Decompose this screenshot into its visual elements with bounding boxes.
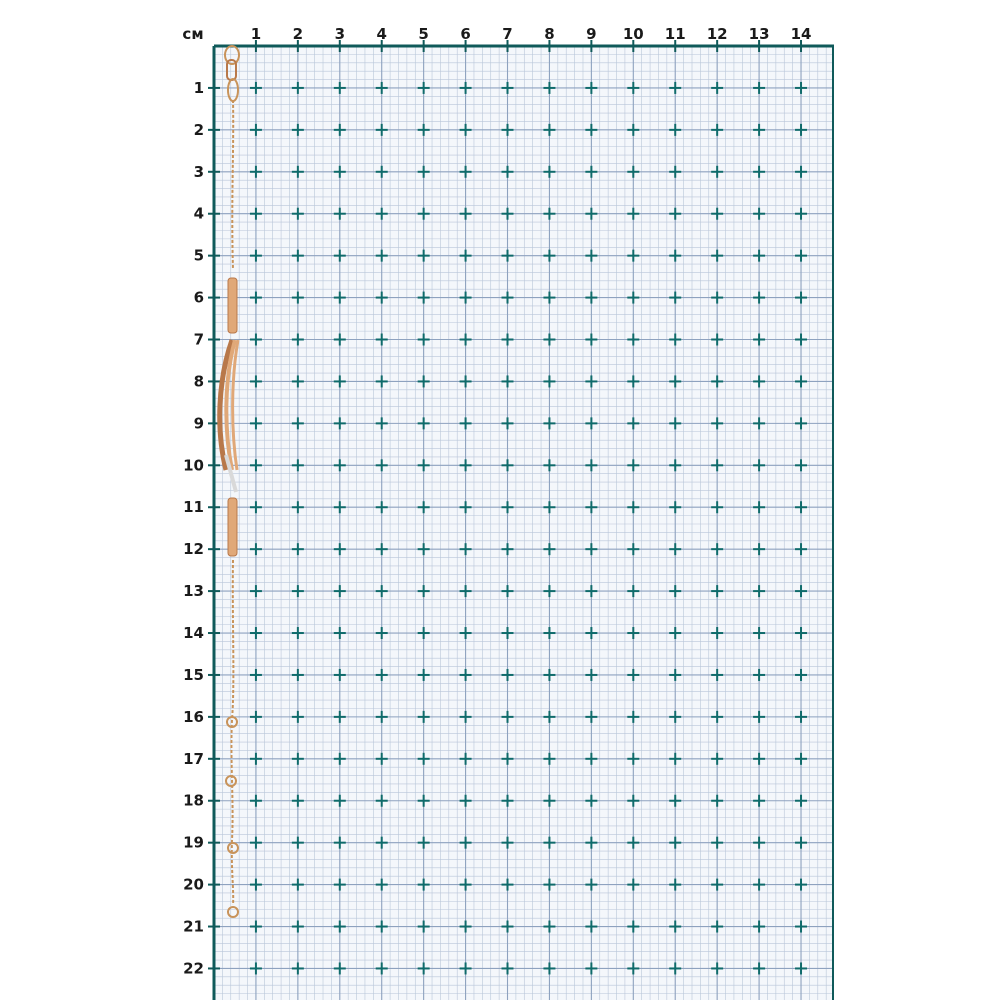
y-axis-label: 15 [183, 665, 204, 684]
y-axis-label: 11 [183, 498, 204, 517]
y-axis-label: 14 [183, 624, 204, 643]
x-axis-label: 4 [376, 25, 387, 43]
y-axis-label: 6 [193, 288, 204, 307]
y-axis-label: 18 [183, 791, 204, 810]
y-axis-label: 3 [193, 162, 204, 181]
y-axis-label: 19 [183, 833, 204, 852]
y-axis-label: 17 [183, 749, 204, 768]
y-axis-label: 5 [193, 246, 204, 265]
x-axis-label: 3 [334, 25, 346, 43]
x-axis-labels [251, 25, 812, 43]
x-axis-label: 2 [292, 25, 304, 43]
x-axis-label: 5 [418, 25, 429, 43]
x-axis-label: 8 [544, 25, 555, 43]
y-axis-label: 13 [183, 582, 204, 601]
x-axis-label: 6 [460, 25, 471, 43]
y-axis-label: 4 [193, 204, 204, 223]
y-axis-label: 1 [193, 78, 204, 97]
y-axis-label: 10 [183, 456, 204, 475]
x-axis-label: 13 [748, 25, 770, 43]
y-axis-labels [183, 79, 204, 978]
y-axis-label: 7 [193, 330, 204, 349]
x-axis-label: 1 [250, 25, 262, 43]
x-axis-label: 9 [586, 25, 597, 43]
y-axis-label: 2 [193, 120, 204, 139]
chain-bar-lower [228, 498, 237, 556]
y-axis-label: 12 [183, 540, 204, 559]
chain-bar-upper [228, 278, 237, 333]
x-axis-label: 7 [502, 25, 513, 43]
y-axis-label: 20 [183, 875, 204, 894]
x-axis-label: 10 [622, 25, 644, 43]
x-axis-label: 14 [790, 25, 812, 43]
y-axis-label: 8 [193, 372, 204, 391]
x-axis-label: 11 [664, 25, 686, 43]
y-axis-label: 21 [183, 917, 204, 936]
y-axis-label: 22 [183, 959, 204, 978]
unit-label: см [182, 25, 204, 43]
y-axis-label: 16 [183, 707, 204, 726]
y-axis-label: 9 [193, 414, 204, 433]
x-axis-label: 12 [706, 25, 728, 43]
